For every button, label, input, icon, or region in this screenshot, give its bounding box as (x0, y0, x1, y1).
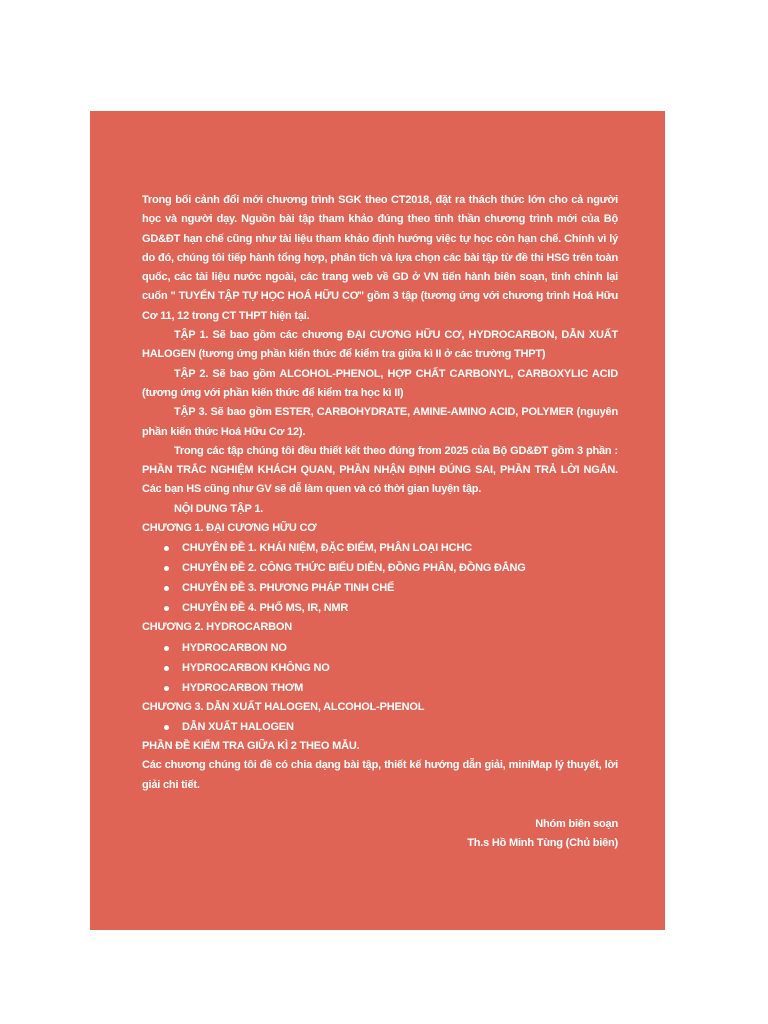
chapter-3-list (142, 717, 618, 737)
contents-heading: NỘI DUNG TẬP 1. (174, 502, 264, 515)
list-item (182, 578, 618, 598)
chapter-2-list (142, 638, 618, 698)
volume-1-paragraph: TẬP 1. Sẽ bao gồm các chương ĐẠI CƯƠNG HỮU CƠ, HYDROCARBON, DẪN XUẤT HALOGEN (tương ứng phần kiến thức để kiểm tra giữa kì II ở các trường THPT) (142, 329, 618, 361)
intro-paragraph: Trong bối cảnh đổi mới chương trình SGK theo CT2018, đặt ra thách thức lớn cho cả người học và người dạy. Nguồn bài tập tham khảo đúng theo tinh thần chương trình mới của Bộ GD&ĐT hạn chế cũng như tài liệu tham khảo định hướng việc tự học còn hạn chế. Chính vì lý do đó, chúng tôi tiếp hành tổng hợp, phân tích và lựa chọn các bài tập từ đề thi HSG trên toàn quốc, các tài liệu nước ngoài, các trang web về GD ở VN tiến hành biên soạn, tinh chỉnh lại cuốn " TUYỂN TẬP TỰ HỌC HOÁ HỮU CƠ" gồm 3 tập (tương ứng với chương trình Hoá Hữu Cơ 11, 12 trong CT THPT hiện tại. (142, 194, 618, 322)
bullet-icon (164, 666, 169, 671)
list-item-label: HYDROCARBON NO (182, 641, 287, 654)
bullet-icon (164, 725, 169, 730)
exam-line: PHẦN ĐỀ KIỂM TRA GIỮA KÌ 2 THEO MẪU. (142, 739, 360, 752)
chapter-2-title: CHƯƠNG 2. HYDROCARBON (142, 621, 292, 634)
spacer (142, 795, 618, 815)
bullet-icon (164, 586, 169, 591)
bullet-icon (164, 546, 169, 551)
signature-group: Nhóm biên soạn (535, 817, 618, 830)
bullet-icon (164, 566, 169, 571)
list-item (182, 638, 618, 658)
list-item-label: HYDROCARBON KHÔNG NO (182, 661, 330, 674)
chapter-3-title: CHƯƠNG 3. DẪN XUẤT HALOGEN, ALCOHOL-PHENOL (142, 700, 425, 713)
list-item (182, 658, 618, 678)
chapter-1-list (142, 538, 618, 618)
list-item (182, 598, 618, 618)
list-item (182, 717, 618, 737)
list-item (182, 678, 618, 698)
closing-paragraph: Các chương chúng tôi đề có chia dạng bài tập, thiết kế hướng dẫn giải, miniMap lý thuyết, lời giải chi tiết. (142, 759, 618, 791)
format-note-paragraph: Trong các tập chúng tôi đều thiết kết theo đúng from 2025 của Bộ GD&ĐT gồm 3 phần : PHẦN TRẮC NGHIỆM KHÁCH QUAN, PHẦN NHẬN ĐỊNH ĐÚNG SAI, PHẦN TRẢ LỜI NGẮN. Các bạn HS cũng như GV sẽ dễ làm quen và có thời gian luyện tập. (142, 444, 618, 496)
volume-2-paragraph: TẬP 2. Sẽ bao gồm ALCOHOL-PHENOL, HỢP CHẤT CARBONYL, CARBOXYLIC ACID (tương ứng với phần kiến thức để kiểm tra học kì II) (142, 367, 618, 399)
preface-content (142, 191, 618, 853)
list-item (182, 558, 618, 578)
bullet-icon (164, 686, 169, 691)
list-item-label: CHUYÊN ĐỀ 1. KHÁI NIỆM, ĐẶC ĐIỂM, PHÂN LOẠI HCHC (182, 542, 472, 555)
list-item-label: CHUYÊN ĐỀ 2. CÔNG THỨC BIỂU DIỄN, ĐỒNG PHÂN, ĐỒNG ĐẲNG (182, 562, 526, 575)
chapter-1-title: CHƯƠNG 1. ĐẠI CƯƠNG HỮU CƠ (142, 522, 317, 535)
signature-author: Th.s Hồ Minh Tùng (Chủ biên) (467, 837, 618, 850)
bullet-icon (164, 606, 169, 611)
bullet-icon (164, 646, 169, 651)
list-item-label: HYDROCARBON THƠM (182, 681, 304, 694)
list-item-label: CHUYÊN ĐỀ 4. PHỔ MS, IR, NMR (182, 602, 349, 615)
cover-panel (90, 111, 665, 930)
volume-3-paragraph: TẬP 3. Sẽ bao gồm ESTER, CARBOHYDRATE, AMINE-AMINO ACID, POLYMER (nguyên phần kiến thức Hoá Hữu Cơ 12). (142, 406, 618, 438)
list-item (182, 538, 618, 558)
list-item-label: DẪN XUẤT HALOGEN (182, 720, 294, 733)
list-item-label: CHUYÊN ĐỀ 3. PHƯƠNG PHÁP TINH CHẾ (182, 582, 395, 595)
